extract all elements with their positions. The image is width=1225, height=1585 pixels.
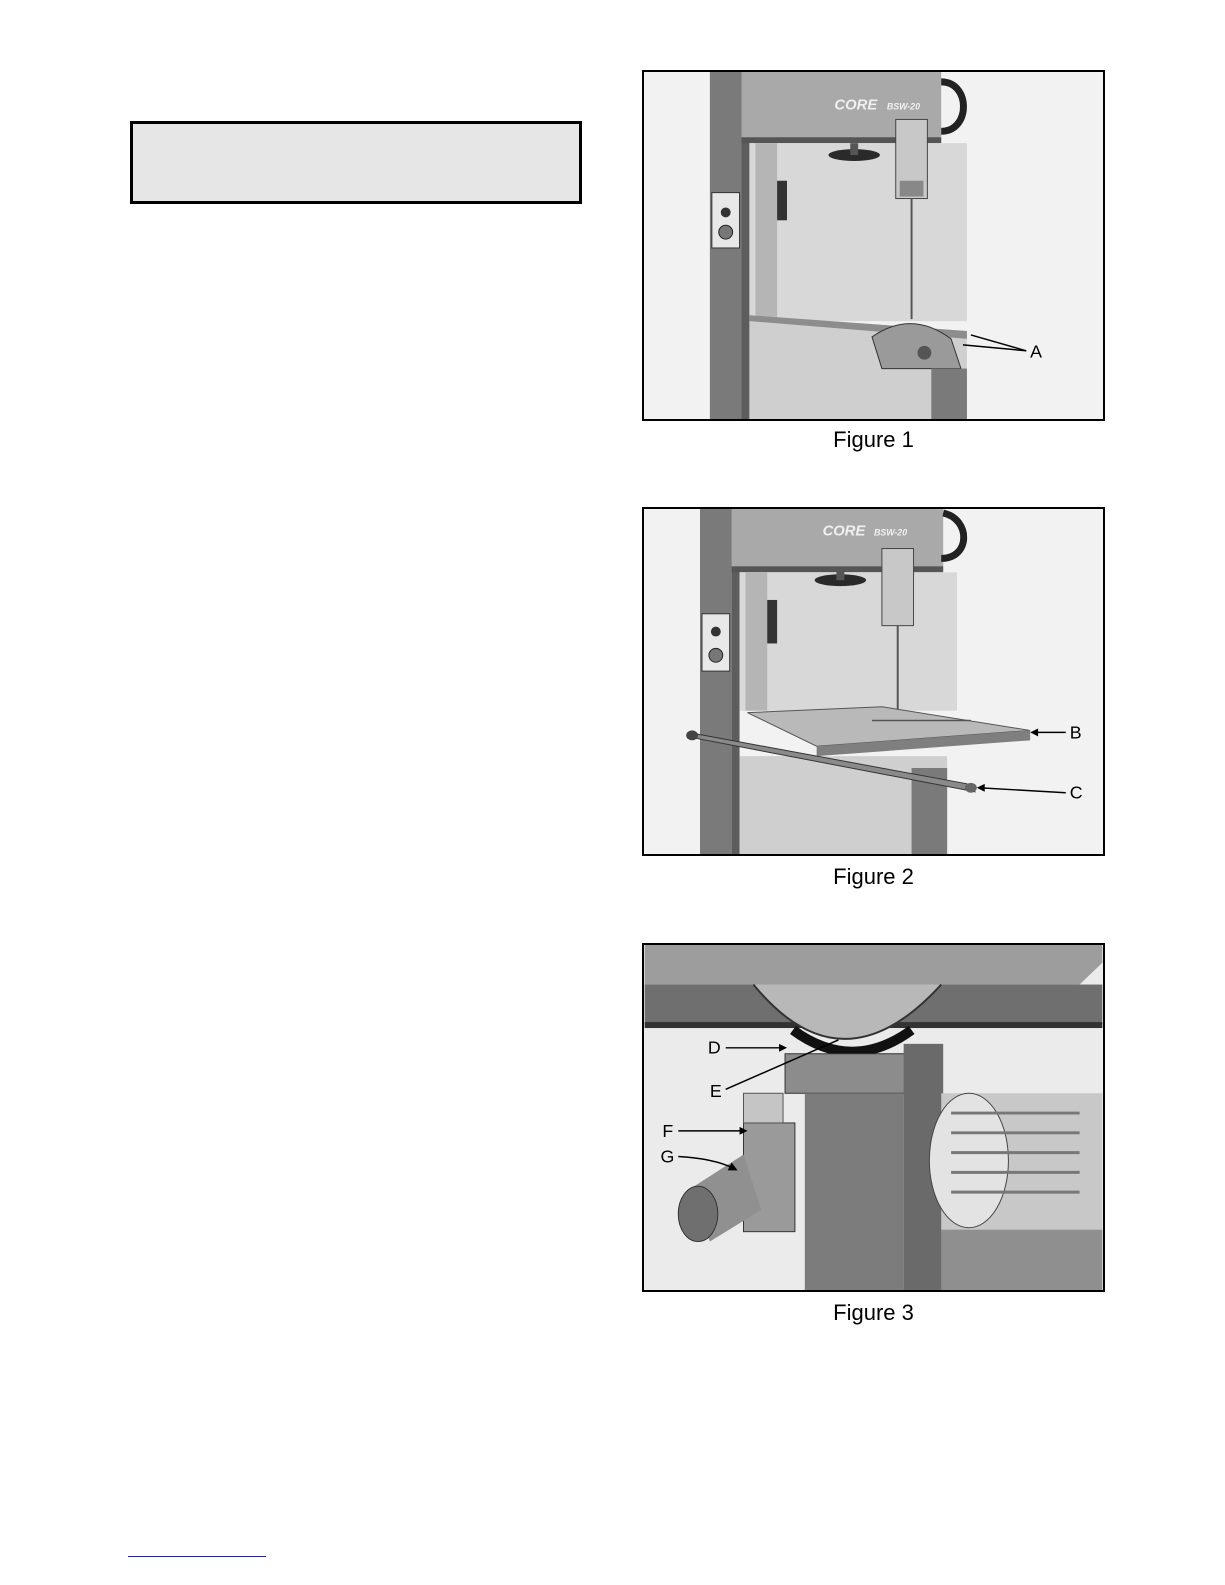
- brand-label: CORE: [834, 97, 878, 114]
- model-label-2: BSW-20: [873, 527, 908, 538]
- model-label: BSW-20: [886, 101, 921, 112]
- figure-3-photo: [642, 943, 1105, 1292]
- callout-c: C: [1069, 782, 1083, 803]
- bandsaw-upper-illustration: [644, 72, 1103, 419]
- figure-1-caption: Figure 1: [833, 427, 914, 452]
- figure-1-photo: [642, 70, 1105, 421]
- figure-2-caption: Figure 2: [833, 864, 914, 889]
- footer-link-underline[interactable]: [128, 1556, 266, 1557]
- callout-g: G: [660, 1146, 675, 1167]
- callout-e: E: [709, 1081, 722, 1102]
- callout-f: F: [662, 1120, 674, 1141]
- brand-label-2: CORE: [822, 523, 866, 540]
- bandsaw-table-illustration: [644, 509, 1103, 854]
- callout-d: D: [707, 1037, 721, 1058]
- notice-box: [130, 121, 582, 204]
- figure-2-photo: [642, 507, 1105, 856]
- callout-a: A: [1030, 341, 1043, 362]
- bandsaw-base-illustration: [644, 945, 1103, 1290]
- figure-3-caption: Figure 3: [833, 1300, 914, 1325]
- callout-b: B: [1069, 722, 1082, 743]
